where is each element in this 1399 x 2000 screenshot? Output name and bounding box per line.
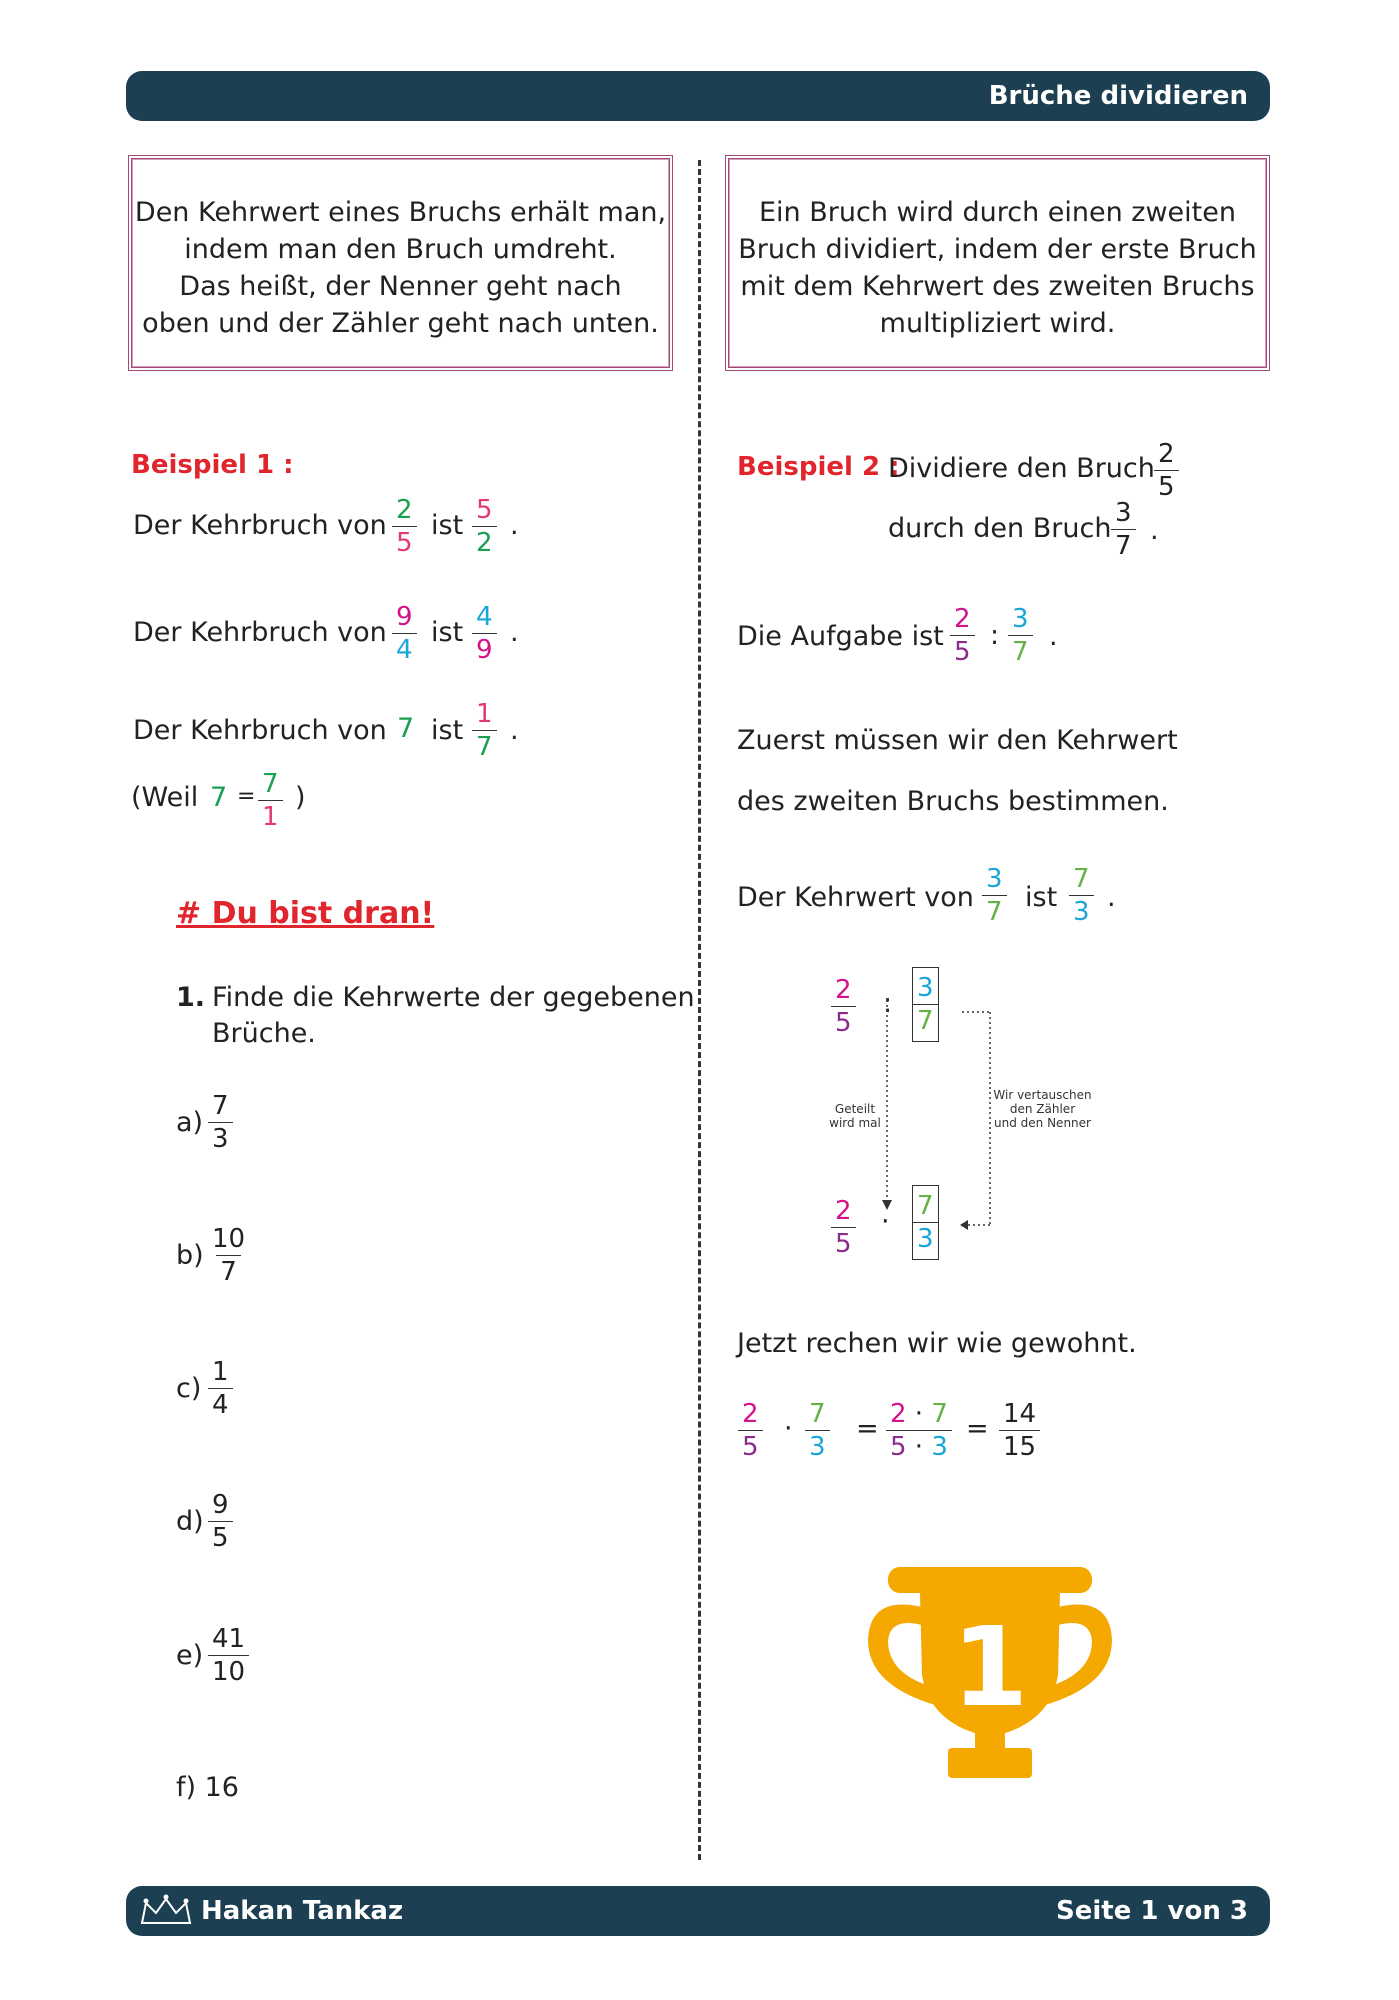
task-fraction: $\frac{1}{4}$ (208, 1356, 233, 1421)
dot: . (510, 715, 519, 746)
task-number: 1. (176, 982, 206, 1013)
task-item-label: e) (176, 1640, 204, 1671)
fraction: $\frac{2}{5}$ (1154, 438, 1179, 503)
diagram-colon: : (883, 988, 893, 1019)
diagram-fraction: $\frac{2}{5}$ (831, 1195, 856, 1260)
rule-left-line: indem man den Bruch umdreht. (184, 234, 617, 265)
example2-line2: durch den Bruch (888, 513, 1112, 544)
calc-fraction: $\frac{7}{3}$ (805, 1398, 830, 1463)
rule-left-line: Den Kehrwert eines Bruchs erhält man, (134, 197, 667, 228)
dot: . (510, 510, 519, 541)
fraction: $\frac{1}{7}$ (472, 698, 497, 763)
footer-author: Hakan Tankaz (201, 1896, 404, 1926)
dot: . (1049, 621, 1058, 652)
rule-right-line: mit dem Kehrwert des zweiten Bruchs (740, 271, 1255, 302)
whole-number: 7 (397, 713, 415, 744)
page-title: Brüche dividieren (988, 81, 1248, 111)
trophy-number: 1 (951, 1603, 1029, 1731)
diagram-boxed-fraction: $\frac{3}{7}$ (912, 967, 939, 1042)
fraction: $\frac{4}{9}$ (472, 601, 497, 666)
task-item-last: f) 16 (176, 1772, 239, 1803)
footer-page-number: Seite 1 von 3 (1056, 1896, 1248, 1926)
diagram-fraction: $\frac{2}{5}$ (831, 974, 856, 1039)
ist-text: ist (431, 617, 464, 648)
calc-fraction: $\frac{2 \cdot 7}{5 \cdot 3}$ (886, 1398, 952, 1463)
example1-row2-text: Der Kehrbruch von (133, 617, 387, 648)
fraction: $\frac{3}{7}$ (1111, 497, 1136, 562)
colon: : (990, 620, 1000, 651)
aufgabe-text: Die Aufgabe ist (737, 621, 944, 652)
task-fraction: $\frac{9}{5}$ (208, 1489, 233, 1554)
task-fraction: $\frac{7}{3}$ (208, 1090, 233, 1155)
rule-left-line: oben und der Zähler geht nach unten. (142, 308, 659, 339)
diagram-left-note: Geteilt wird mal (829, 1102, 881, 1130)
calc-fraction: $\frac{2}{5}$ (738, 1398, 763, 1463)
rule-right-line: multipliziert wird. (879, 308, 1116, 339)
example2-line1: Dividiere den Bruch (888, 453, 1155, 484)
ist-text: ist (1025, 882, 1058, 913)
zuerst-text: des zweiten Bruchs bestimmen. (737, 786, 1169, 817)
weil-close: ) (295, 782, 306, 813)
fraction: $\frac{7}{3}$ (1069, 863, 1094, 928)
weil-open: (Weil (131, 782, 199, 813)
task-fraction: $\frac{10}{7}$ (212, 1224, 246, 1287)
dot: . (1107, 882, 1116, 913)
task-item-label: d) (176, 1506, 204, 1537)
weil-equals: = (237, 784, 256, 809)
example2-label: Beispiel 2 : (737, 452, 900, 482)
zuerst-text: Zuerst müssen wir den Kehrwert (737, 725, 1178, 756)
ist-text: ist (431, 510, 464, 541)
diagram-right-note: Wir vertauschen den Zähler und den Nenner (993, 1088, 1092, 1130)
example1-row3-text: Der Kehrbruch von (133, 715, 387, 746)
fraction: $\frac{5}{2}$ (472, 494, 497, 559)
column-divider (698, 160, 701, 1860)
example1-row1-text: Der Kehrbruch von (133, 510, 387, 541)
fraction: $\frac{2}{5}$ (392, 494, 417, 559)
task-text: Brüche. (212, 1018, 316, 1049)
task-item-label: c) (176, 1373, 202, 1404)
jetzt-text: Jetzt rechen wir wie gewohnt. (737, 1328, 1137, 1359)
trophy-icon (860, 1565, 1120, 1785)
example1-label: Beispiel 1 : (131, 450, 294, 480)
rule-box-left (128, 155, 673, 371)
kehrwert-text: Der Kehrwert von (737, 882, 974, 913)
rule-box-right (725, 155, 1270, 371)
task-text: Finde die Kehrwerte der gegebenen (212, 982, 695, 1013)
task-fraction: $\frac{41}{10}$ (208, 1623, 249, 1688)
calc-equals: = (856, 1413, 879, 1444)
dot: . (1150, 515, 1159, 546)
fraction: $\frac{2}{5}$ (950, 603, 975, 668)
diagram-boxed-fraction: $\frac{7}{3}$ (912, 1185, 939, 1260)
fraction: $\frac{7}{1}$ (258, 768, 283, 833)
calc-result: $\frac{14}{15}$ (999, 1398, 1040, 1463)
crown-logo-icon (138, 1893, 194, 1929)
diagram-mul: · (881, 1206, 890, 1237)
task-item-label: b) (176, 1240, 204, 1271)
fraction: $\frac{3}{7}$ (1008, 603, 1033, 668)
fraction: $\frac{9}{4}$ (392, 601, 417, 666)
weil-seven: 7 (210, 782, 228, 813)
header-bar (126, 71, 1270, 121)
task-item-label: a) (176, 1107, 204, 1138)
footer-bar (126, 1886, 1270, 1936)
rule-right-line: Bruch dividiert, indem der erste Bruch (738, 234, 1257, 265)
dot: . (510, 617, 519, 648)
calc-mul: · (784, 1413, 793, 1444)
calc-equals: = (966, 1413, 989, 1444)
fraction: $\frac{3}{7}$ (982, 863, 1007, 928)
rule-right-line: Ein Bruch wird durch einen zweiten (759, 197, 1236, 228)
rule-left-line: Das heißt, der Nenner geht nach (179, 271, 622, 302)
ist-text: ist (431, 715, 464, 746)
task-heading: # Du bist dran! (176, 896, 435, 931)
